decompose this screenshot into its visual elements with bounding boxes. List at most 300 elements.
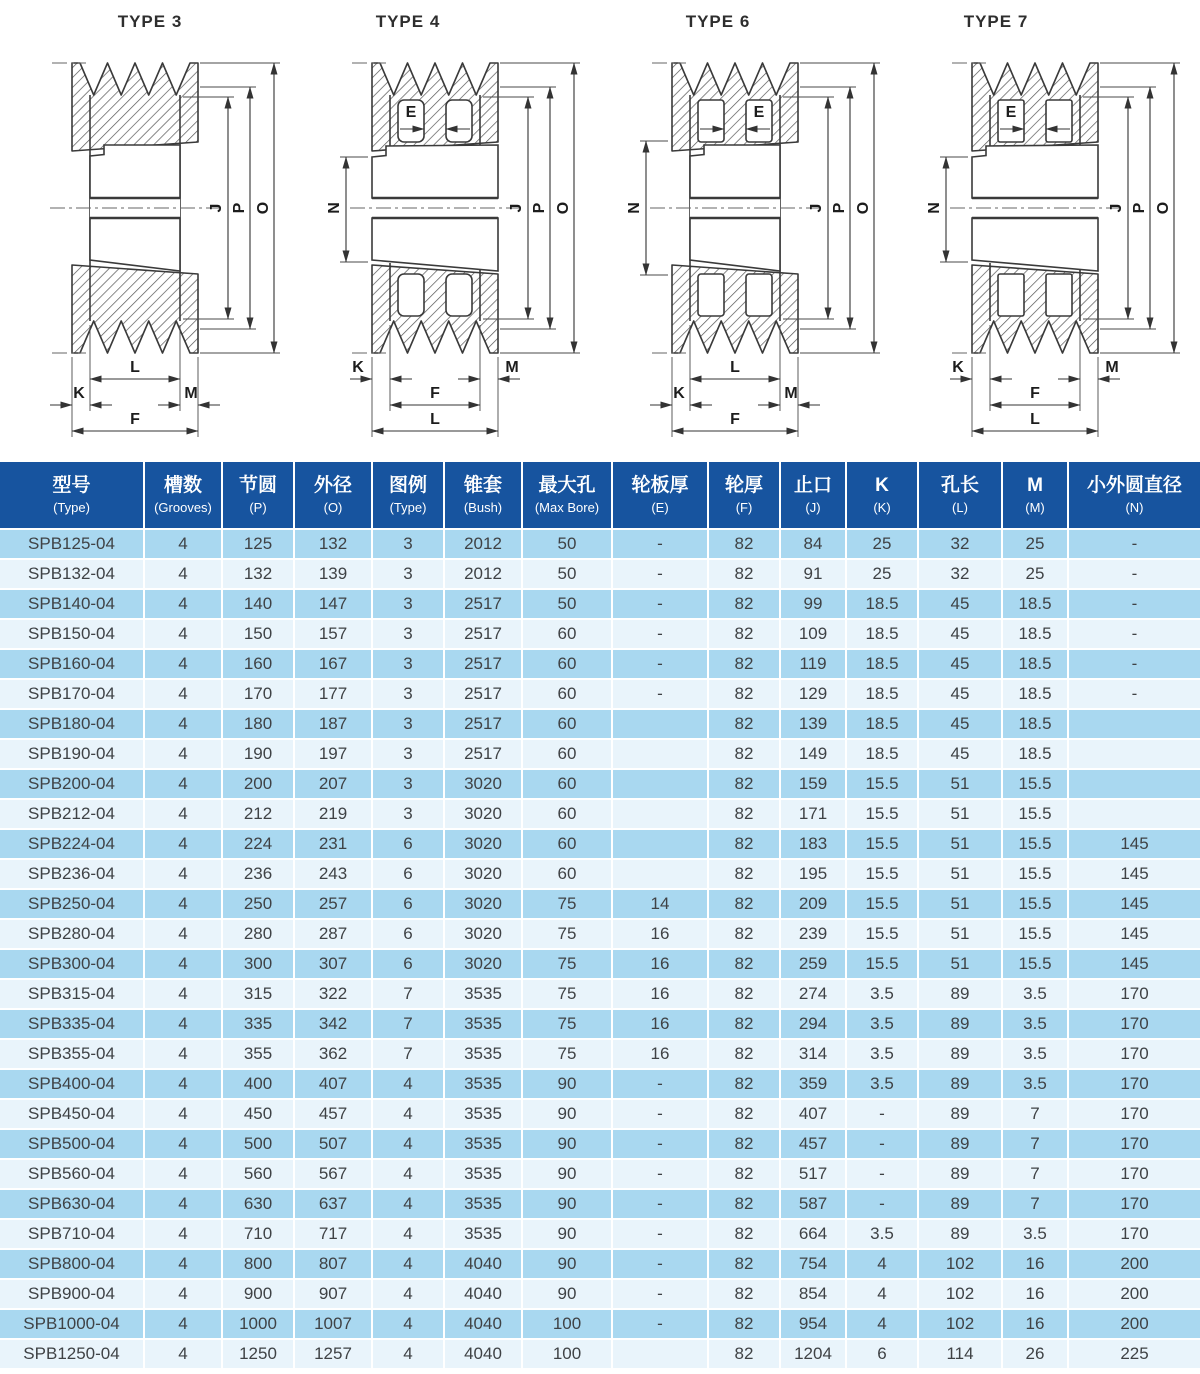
cell: 170 [222, 679, 294, 709]
dim-P: P [231, 202, 248, 214]
cell: 51 [918, 949, 1002, 979]
table-row [0, 619, 1200, 649]
cell: 82 [708, 769, 780, 799]
col-header: 型号 (Type) [0, 462, 144, 529]
table-row [0, 1069, 1200, 1099]
cell: - [612, 589, 708, 619]
cell: 89 [918, 1219, 1002, 1249]
cell: 140 [222, 589, 294, 619]
diagram-title: TYPE 4 [375, 12, 441, 31]
cell: 3.5 [846, 1009, 918, 1039]
cell: 18.5 [846, 739, 918, 769]
table-row [0, 1339, 1200, 1369]
table-header [0, 462, 1200, 529]
table-row [0, 1129, 1200, 1159]
cell: 45 [918, 649, 1002, 679]
cell: 4 [846, 1279, 918, 1309]
cell: 3.5 [846, 979, 918, 1009]
cell: 2517 [444, 619, 522, 649]
cell: 3 [372, 709, 444, 739]
cell: 335 [222, 1009, 294, 1039]
table-body [0, 529, 1200, 1369]
cell: 114 [918, 1339, 1002, 1369]
cell: 637 [294, 1189, 372, 1219]
cell: - [846, 1129, 918, 1159]
cell: 280 [222, 919, 294, 949]
dim-J: J [1108, 203, 1125, 213]
cell: 4 [144, 1159, 222, 1189]
cell: 139 [294, 559, 372, 589]
cell: SPB500-04 [0, 1129, 144, 1159]
cell: 7 [372, 1039, 444, 1069]
cell: 4 [144, 1309, 222, 1339]
cell: - [612, 649, 708, 679]
cell: 82 [708, 979, 780, 1009]
cell: 82 [708, 529, 780, 559]
cell: 4 [372, 1309, 444, 1339]
cell: 18.5 [846, 679, 918, 709]
cell: 4 [372, 1279, 444, 1309]
cell: 4 [144, 589, 222, 619]
table-row [0, 769, 1200, 799]
cell: 7 [1002, 1189, 1068, 1219]
cell: 82 [708, 919, 780, 949]
cell: 900 [222, 1279, 294, 1309]
cell: 170 [1068, 1189, 1200, 1219]
cell: 18.5 [1002, 619, 1068, 649]
cell: 150 [222, 619, 294, 649]
table-row [0, 1009, 1200, 1039]
cell: SPB400-04 [0, 1069, 144, 1099]
cell [1068, 799, 1200, 829]
cell: 4 [144, 529, 222, 559]
cell: 51 [918, 799, 1002, 829]
cell: 3535 [444, 1159, 522, 1189]
cell: 236 [222, 859, 294, 889]
diagram-title: TYPE 6 [685, 12, 751, 31]
cell: 300 [222, 949, 294, 979]
dim-F: F [130, 411, 140, 428]
cell: 82 [708, 1339, 780, 1369]
cell: 4 [144, 709, 222, 739]
cell: 4 [144, 1039, 222, 1069]
cell: 82 [708, 949, 780, 979]
dim-J: J [208, 203, 225, 213]
table-row [0, 1039, 1200, 1069]
dim-L: L [430, 411, 440, 428]
cell: 60 [522, 649, 612, 679]
dim-P: P [1131, 202, 1148, 214]
cell: 507 [294, 1129, 372, 1159]
cell: 82 [708, 859, 780, 889]
cell: 2517 [444, 739, 522, 769]
diagram-type3 [0, 0, 300, 462]
cell: 3.5 [846, 1039, 918, 1069]
table-row [0, 559, 1200, 589]
cell: SPB300-04 [0, 949, 144, 979]
cell: 89 [918, 1039, 1002, 1069]
col-header: 孔长 (L) [918, 462, 1002, 529]
cell: 560 [222, 1159, 294, 1189]
dim-E: E [1005, 104, 1017, 121]
cell: - [1068, 619, 1200, 649]
table-row [0, 919, 1200, 949]
cell: 7 [1002, 1129, 1068, 1159]
table-row [0, 529, 1200, 559]
dim-O: O [555, 201, 572, 215]
cell: 100 [522, 1309, 612, 1339]
cell: 3020 [444, 889, 522, 919]
cell: 132 [222, 559, 294, 589]
cell: 82 [708, 1309, 780, 1339]
col-header: 锥套 (Bush) [444, 462, 522, 529]
cell: 50 [522, 559, 612, 589]
cell: 15.5 [1002, 769, 1068, 799]
table-row [0, 799, 1200, 829]
cell: - [612, 1249, 708, 1279]
cell: 567 [294, 1159, 372, 1189]
cell: 145 [1068, 919, 1200, 949]
cell: 6 [372, 859, 444, 889]
cell: 4 [144, 1099, 222, 1129]
cell: 51 [918, 919, 1002, 949]
cell: 3535 [444, 979, 522, 1009]
cell: 800 [222, 1249, 294, 1279]
table-row [0, 679, 1200, 709]
cell: 4 [372, 1339, 444, 1369]
cell: 207 [294, 769, 372, 799]
cell: - [612, 679, 708, 709]
cell: 3 [372, 619, 444, 649]
cell: 99 [780, 589, 846, 619]
diagram-type4 [300, 0, 600, 462]
cell: 4 [144, 949, 222, 979]
dim-F: F [730, 411, 740, 428]
cell: 907 [294, 1279, 372, 1309]
cell: 18.5 [846, 649, 918, 679]
cell: 4 [144, 559, 222, 589]
cell: 60 [522, 799, 612, 829]
cell: 82 [708, 589, 780, 619]
dim-F: F [1030, 385, 1040, 402]
cell: 190 [222, 739, 294, 769]
cell: 239 [780, 919, 846, 949]
cell: 82 [708, 1009, 780, 1039]
cell: 15.5 [846, 889, 918, 919]
cell: SPB900-04 [0, 1279, 144, 1309]
cell: 75 [522, 979, 612, 1009]
cell: 457 [294, 1099, 372, 1129]
cell: SPB355-04 [0, 1039, 144, 1069]
cell: 4 [144, 1069, 222, 1099]
cell: 51 [918, 889, 1002, 919]
cell: 187 [294, 709, 372, 739]
table-row [0, 1189, 1200, 1219]
cell: 315 [222, 979, 294, 1009]
cell: 3.5 [846, 1069, 918, 1099]
cell: 3020 [444, 949, 522, 979]
cell: 6 [372, 919, 444, 949]
cell: 954 [780, 1309, 846, 1339]
cell: - [612, 529, 708, 559]
cell: 4 [144, 919, 222, 949]
cell: 100 [522, 1339, 612, 1369]
cell: 15.5 [846, 829, 918, 859]
cell: 4 [144, 1339, 222, 1369]
cell: 82 [708, 559, 780, 589]
cell: 91 [780, 559, 846, 589]
cell: 25 [846, 559, 918, 589]
cell: 82 [708, 739, 780, 769]
cell: 3 [372, 769, 444, 799]
cell: 170 [1068, 1129, 1200, 1159]
cell: 3020 [444, 769, 522, 799]
cell: 15.5 [846, 859, 918, 889]
cell: 82 [708, 889, 780, 919]
cell: 170 [1068, 1099, 1200, 1129]
col-header: 外径 (O) [294, 462, 372, 529]
cell: SPB236-04 [0, 859, 144, 889]
dim-M: M [505, 359, 519, 376]
cell: 243 [294, 859, 372, 889]
cell: 45 [918, 739, 1002, 769]
cell: 2517 [444, 649, 522, 679]
cell: 45 [918, 589, 1002, 619]
cell: 4 [372, 1099, 444, 1129]
table-row [0, 739, 1200, 769]
cell: 90 [522, 1219, 612, 1249]
cell: 60 [522, 709, 612, 739]
cell: 89 [918, 1129, 1002, 1159]
cell: SPB160-04 [0, 649, 144, 679]
cell: 4 [372, 1069, 444, 1099]
cell [612, 709, 708, 739]
cell: 109 [780, 619, 846, 649]
cell: 177 [294, 679, 372, 709]
cell: 200 [1068, 1309, 1200, 1339]
cell: 355 [222, 1039, 294, 1069]
cell: 294 [780, 1009, 846, 1039]
cell: 89 [918, 1189, 1002, 1219]
cell: 4040 [444, 1339, 522, 1369]
dim-J: J [808, 203, 825, 213]
cell: - [846, 1189, 918, 1219]
cell: 219 [294, 799, 372, 829]
cell: 90 [522, 1279, 612, 1309]
cell: 359 [780, 1069, 846, 1099]
cell: 18.5 [1002, 649, 1068, 679]
cell: - [612, 1069, 708, 1099]
cell: 6 [846, 1339, 918, 1369]
cell: 82 [708, 1189, 780, 1219]
cell: 160 [222, 649, 294, 679]
cell: 16 [612, 1009, 708, 1039]
cell: - [612, 1159, 708, 1189]
cell: 4 [144, 739, 222, 769]
cell: 15.5 [1002, 949, 1068, 979]
cell: 82 [708, 1279, 780, 1309]
cell: 3535 [444, 1009, 522, 1039]
dim-N: N [626, 202, 643, 214]
cell: 60 [522, 739, 612, 769]
cell: - [612, 1189, 708, 1219]
diagram-type7 [900, 0, 1200, 462]
dim-E: E [753, 104, 765, 121]
cell: 50 [522, 589, 612, 619]
table-row [0, 709, 1200, 739]
cell: 3.5 [1002, 1039, 1068, 1069]
cell: 15.5 [1002, 889, 1068, 919]
cell: 3 [372, 799, 444, 829]
cell: 4040 [444, 1249, 522, 1279]
cell: 25 [1002, 559, 1068, 589]
cell: 102 [918, 1249, 1002, 1279]
cell: 90 [522, 1069, 612, 1099]
cell: 3.5 [1002, 1009, 1068, 1039]
cell: 90 [522, 1159, 612, 1189]
cell: 89 [918, 1069, 1002, 1099]
cell: 82 [708, 1249, 780, 1279]
cell: 3535 [444, 1069, 522, 1099]
cell: 7 [372, 1009, 444, 1039]
cell: SPB335-04 [0, 1009, 144, 1039]
cell: 180 [222, 709, 294, 739]
cell: 82 [708, 1039, 780, 1069]
cell: 664 [780, 1219, 846, 1249]
cell: 60 [522, 679, 612, 709]
cell: SPB250-04 [0, 889, 144, 919]
cell [612, 769, 708, 799]
cell: 2517 [444, 709, 522, 739]
cell: 710 [222, 1219, 294, 1249]
cell: 4 [144, 1129, 222, 1159]
cell: 90 [522, 1129, 612, 1159]
cell: 145 [1068, 889, 1200, 919]
cell: 3535 [444, 1039, 522, 1069]
cell [1068, 769, 1200, 799]
cell: 4 [372, 1189, 444, 1219]
cell: - [612, 559, 708, 589]
cell: 82 [708, 619, 780, 649]
cell: 450 [222, 1099, 294, 1129]
cell: SPB180-04 [0, 709, 144, 739]
dim-M: M [784, 385, 798, 402]
cell: SPB800-04 [0, 1249, 144, 1279]
cell: 807 [294, 1249, 372, 1279]
cell: 132 [294, 529, 372, 559]
dim-J: J [508, 203, 525, 213]
cell: 322 [294, 979, 372, 1009]
diagram-title: TYPE 3 [117, 12, 183, 31]
cell: 500 [222, 1129, 294, 1159]
cell: 45 [918, 679, 1002, 709]
cell: 45 [918, 709, 1002, 739]
cell: 170 [1068, 1069, 1200, 1099]
cell: 82 [708, 679, 780, 709]
cell: 147 [294, 589, 372, 619]
cell: 25 [1002, 529, 1068, 559]
cell: 3.5 [1002, 1069, 1068, 1099]
cell [612, 739, 708, 769]
cell: 15.5 [846, 949, 918, 979]
cell: 4 [372, 1129, 444, 1159]
cell: 82 [708, 1129, 780, 1159]
cell: SPB125-04 [0, 529, 144, 559]
cell: 257 [294, 889, 372, 919]
cell [612, 829, 708, 859]
cell: 3.5 [846, 1219, 918, 1249]
cell [1068, 739, 1200, 769]
cell: - [612, 619, 708, 649]
dim-K: K [952, 359, 964, 376]
cell: 82 [708, 649, 780, 679]
table-row [0, 1099, 1200, 1129]
cell: 314 [780, 1039, 846, 1069]
cell: 15.5 [1002, 919, 1068, 949]
cell [612, 859, 708, 889]
cell: 4 [144, 1249, 222, 1279]
table-row [0, 1249, 1200, 1279]
table-row [0, 649, 1200, 679]
cell: 60 [522, 769, 612, 799]
cell: 60 [522, 619, 612, 649]
cell: 1250 [222, 1339, 294, 1369]
cell: 212 [222, 799, 294, 829]
dim-L: L [130, 359, 140, 376]
cell: 287 [294, 919, 372, 949]
cell: 4 [372, 1159, 444, 1189]
cell: 225 [1068, 1339, 1200, 1369]
cell: 149 [780, 739, 846, 769]
cell: 75 [522, 1009, 612, 1039]
cell: 102 [918, 1279, 1002, 1309]
cell: 15.5 [1002, 829, 1068, 859]
cell: 170 [1068, 1159, 1200, 1189]
cell: 18.5 [1002, 709, 1068, 739]
cell: 89 [918, 979, 1002, 1009]
cell: 16 [1002, 1309, 1068, 1339]
table-row [0, 589, 1200, 619]
cell: 16 [612, 919, 708, 949]
cell: 224 [222, 829, 294, 859]
cell: 25 [846, 529, 918, 559]
cell: 18.5 [846, 619, 918, 649]
cell: 82 [708, 1099, 780, 1129]
col-header: M (M) [1002, 462, 1068, 529]
cell [612, 1339, 708, 1369]
cell: 407 [780, 1099, 846, 1129]
cell: 183 [780, 829, 846, 859]
cell: 4 [144, 679, 222, 709]
cell: - [612, 1279, 708, 1309]
table-row [0, 829, 1200, 859]
cell: 125 [222, 529, 294, 559]
cell: SPB200-04 [0, 769, 144, 799]
cell: 209 [780, 889, 846, 919]
cell: 15.5 [846, 799, 918, 829]
table-row [0, 1279, 1200, 1309]
cell: 4 [144, 1009, 222, 1039]
table-row [0, 1159, 1200, 1189]
cell: 51 [918, 769, 1002, 799]
cell: SPB132-04 [0, 559, 144, 589]
cell: 15.5 [1002, 859, 1068, 889]
cell: 82 [708, 829, 780, 859]
cell: SPB280-04 [0, 919, 144, 949]
dim-O: O [1155, 201, 1172, 215]
cell: 50 [522, 529, 612, 559]
dim-N: N [326, 202, 343, 214]
